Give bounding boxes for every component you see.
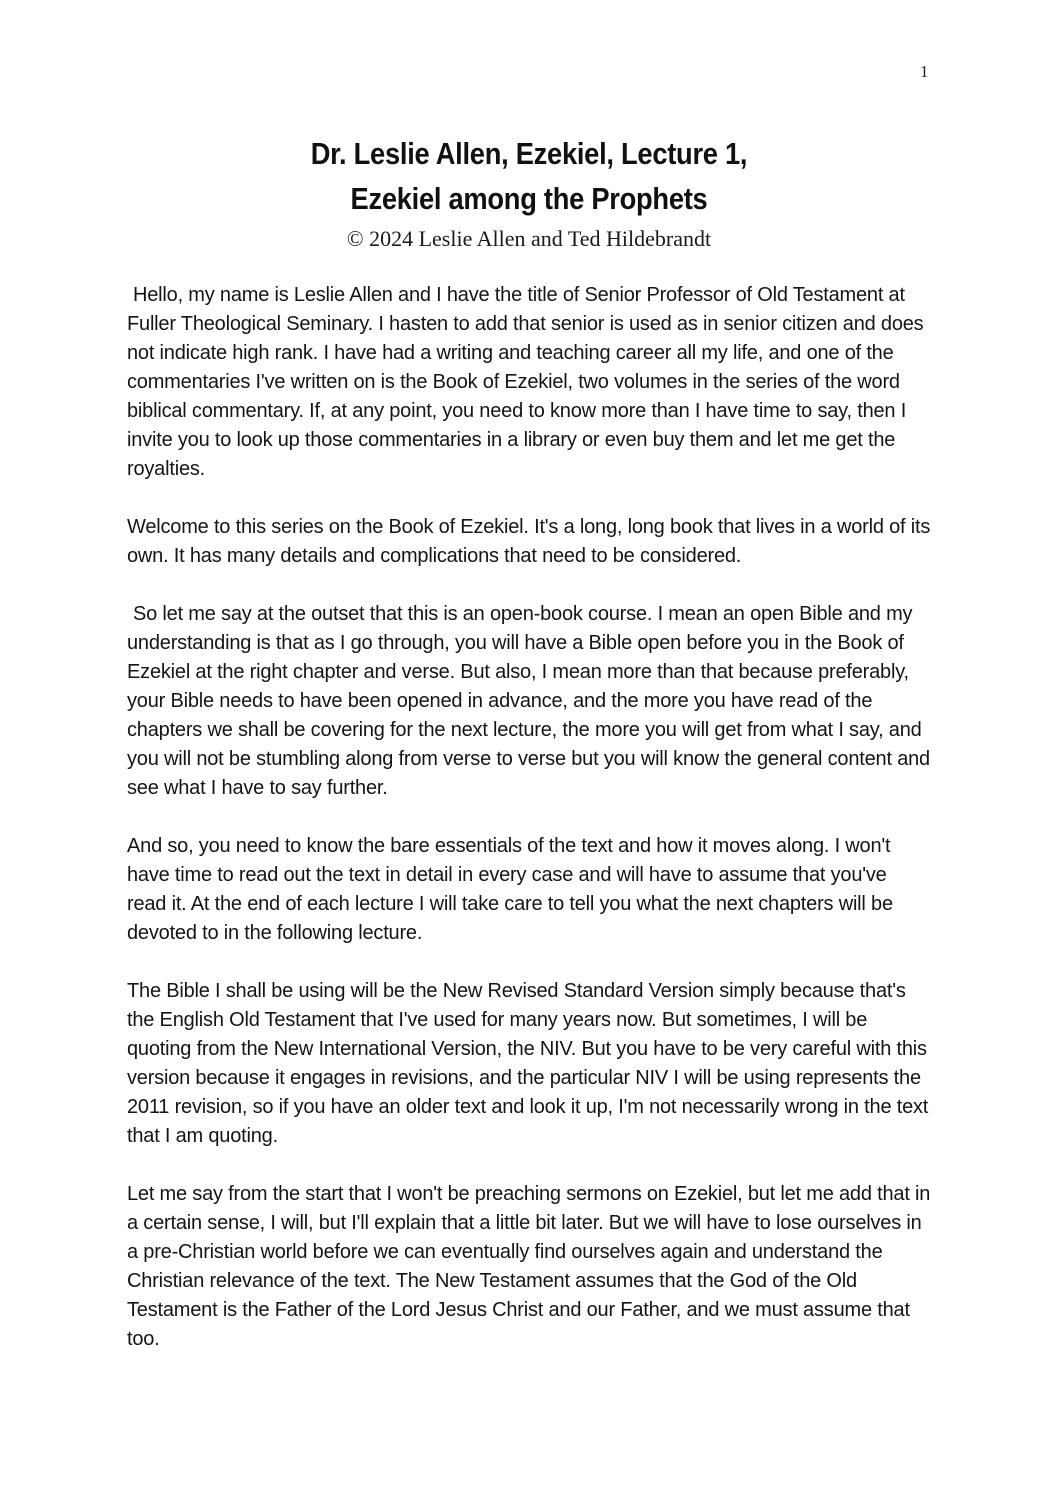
paragraph-6: Let me say from the start that I won't be preaching sermons on Ezekiel, but let me add that in a certain sense, I will, but I'll explain that a little bit later. But we will have to lose ourselves in a pre-Christian world before we can eventually find ourselves again and understand the Christian relevance of the text. The New Testament assumes that the God of the Old Testament is the Father of the Lord Jesus Christ and our Father, and we must assume that too. <box>127 1183 931 1350</box>
title-line-2: Ezekiel among the Prophets <box>350 181 708 216</box>
page-number: 1 <box>920 62 929 81</box>
paragraph-3: So let me say at the outset that this is an open-book course. I mean an open Bible and my understanding is that as I go through, you will have a Bible open before you in the Book of Ezekiel at the right chapter and verse. But also, I mean more than that because preferably, your Bible needs to have been opened in advance, and the more you have read of the chapters we shall be covering for the next lecture, the more you will get from what I say, and you will not be stumbling along from verse to verse but you will know the general content and see what I have to say further. <box>127 603 930 799</box>
title-line-1: Dr. Leslie Allen, Ezekiel, Lecture 1, <box>310 136 748 171</box>
paragraph-1: Hello, my name is Leslie Allen and I have the title of Senior Professor of Old Testament at Fuller Theological Seminary. I hasten to add that senior is used as in senior citizen and does not indicate high rank. I have had a writing and teaching career all my life, and one of the commentaries I've written on is the Book of Ezekiel, two volumes in the series of the word biblical commentary. If, at any point, you need to know more than I have time to say, then I invite you to look up those commentaries in a library or even buy them and let me get the royalties. <box>127 284 924 480</box>
document-header <box>0 131 1058 252</box>
copyright-line: © 2024 Leslie Allen and Ted Hildebrandt <box>346 226 712 251</box>
paragraph-2: Welcome to this series on the Book of Ezekiel. It's a long, long book that lives in a world of its own. It has many details and complications that need to be considered. <box>127 516 931 567</box>
paragraph-4: And so, you need to know the bare essentials of the text and how it moves along. I won't have time to read out the text in detail in every case and will have to assume that you've read it. At the end of each lecture I will take care to tell you what the next chapters will be devoted to in the following lecture. <box>127 835 893 944</box>
document-title <box>63 131 994 221</box>
paragraph-5: The Bible I shall be using will be the New Revised Standard Version simply because that's the English Old Testament that I've used for many years now. But sometimes, I will be quoting from the New International Version, the NIV. But you have to be very careful with this version because it engages in revisions, and the particular NIV I will be using represents the 2011 revision, so if you have an older text and look it up, I'm not necessarily wrong in the text that I am quoting. <box>127 980 929 1147</box>
document-body <box>127 281 931 1354</box>
